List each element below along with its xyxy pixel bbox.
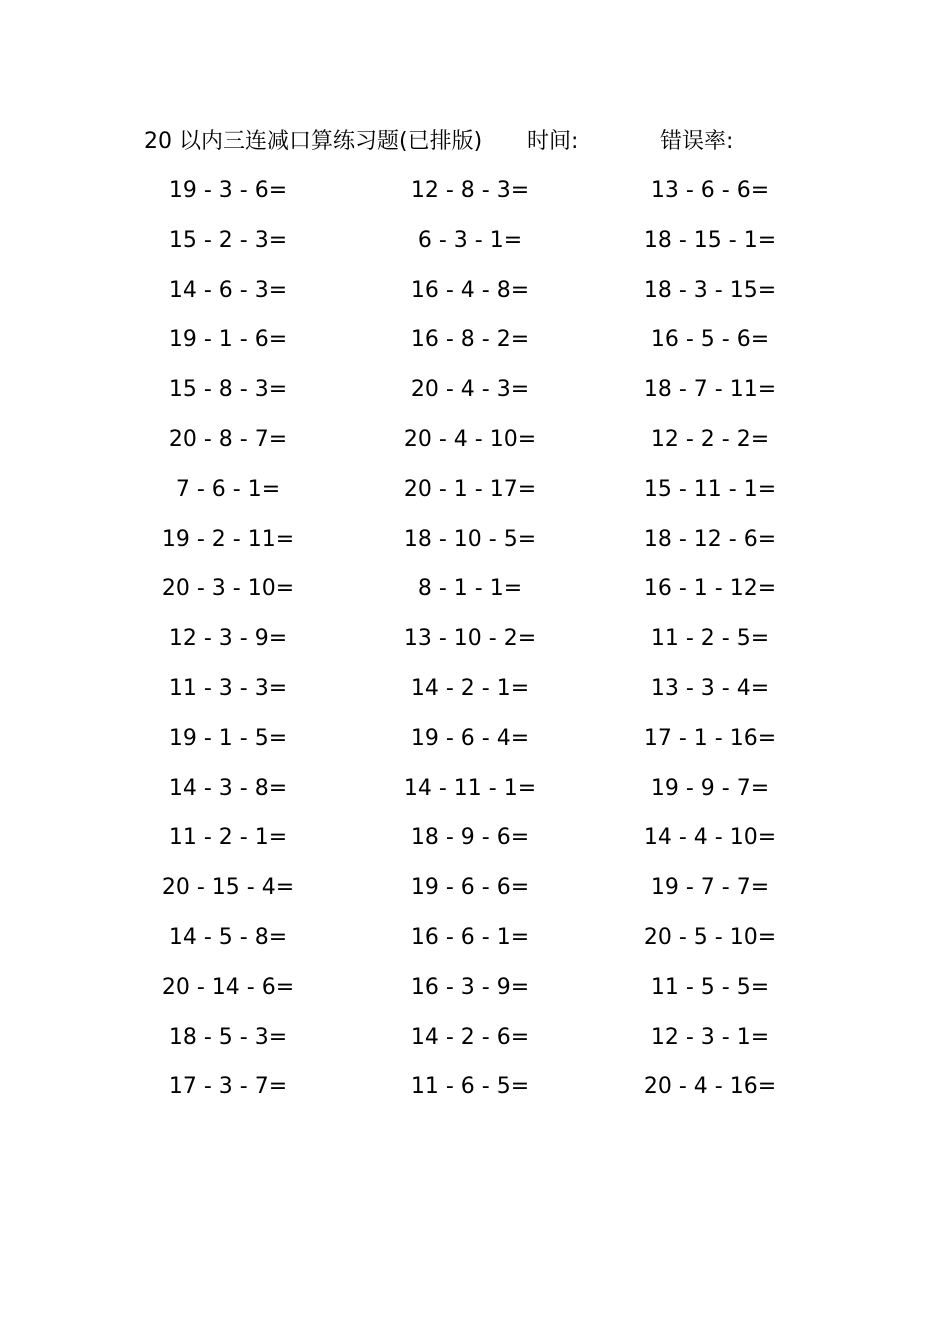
problem: 11 - 2 - 5=: [650, 626, 770, 652]
problem: 20 - 15 - 4=: [161, 875, 295, 901]
problem-grid: [0, 170, 950, 1116]
problem-row: [0, 967, 950, 1017]
problem: 18 - 10 - 5=: [403, 526, 537, 552]
problem: 7 - 6 - 1=: [175, 476, 281, 502]
problem: 15 - 2 - 3=: [168, 227, 288, 253]
problem: 20 - 1 - 17=: [403, 476, 537, 502]
problem: 6 - 3 - 1=: [417, 227, 523, 253]
problem: 20 - 4 - 3=: [410, 377, 530, 403]
problem: 14 - 3 - 8=: [168, 775, 288, 801]
problem: 14 - 11 - 1=: [403, 775, 537, 801]
problem: 14 - 2 - 6=: [410, 1024, 530, 1050]
problem: 19 - 9 - 7=: [650, 775, 770, 801]
problem: 14 - 4 - 10=: [643, 825, 777, 851]
problem: 12 - 3 - 9=: [168, 626, 288, 652]
problem: 12 - 2 - 2=: [650, 426, 770, 452]
problem: 11 - 6 - 5=: [410, 1074, 530, 1100]
error-rate-label: 错误率:: [660, 129, 734, 154]
problem: 18 - 5 - 3=: [168, 1024, 288, 1050]
problem-row: [0, 270, 950, 320]
problem-row: [0, 1066, 950, 1116]
problem-row: [0, 668, 950, 718]
problem: 19 - 1 - 5=: [168, 725, 288, 751]
problem: 12 - 3 - 1=: [650, 1024, 770, 1050]
problem: 20 - 3 - 10=: [161, 576, 295, 602]
problem: 13 - 10 - 2=: [403, 626, 537, 652]
problem: 18 - 7 - 11=: [643, 377, 777, 403]
problem: 16 - 8 - 2=: [410, 327, 530, 353]
problem-row: [0, 718, 950, 768]
problem: 16 - 6 - 1=: [410, 924, 530, 950]
problem: 20 - 8 - 7=: [168, 426, 288, 452]
problem: 11 - 2 - 1=: [168, 825, 288, 851]
problem-row: [0, 170, 950, 220]
problem: 20 - 4 - 10=: [403, 426, 537, 452]
problem-row: [0, 319, 950, 369]
problem: 19 - 6 - 6=: [410, 875, 530, 901]
problem: 19 - 3 - 6=: [168, 178, 288, 203]
problem-row: [0, 768, 950, 818]
problem-row: [0, 419, 950, 469]
problem-row: [0, 1017, 950, 1067]
problem: 17 - 3 - 7=: [168, 1074, 288, 1100]
problem-row: [0, 469, 950, 519]
problem: 13 - 3 - 4=: [650, 675, 770, 701]
problem: 18 - 15 - 1=: [643, 227, 777, 253]
problem: 20 - 5 - 10=: [643, 924, 777, 950]
problem-row: [0, 369, 950, 419]
problem: 20 - 4 - 16=: [643, 1074, 777, 1100]
problem-row: [0, 519, 950, 569]
problem: 19 - 2 - 11=: [161, 526, 295, 552]
problem: 14 - 6 - 3=: [168, 277, 288, 303]
problem: 16 - 3 - 9=: [410, 974, 530, 1000]
worksheet-title: 20 以内三连减口算练习题(已排版): [144, 129, 483, 154]
problem: 20 - 14 - 6=: [161, 974, 295, 1000]
problem: 19 - 7 - 7=: [650, 875, 770, 901]
problem-row: [0, 817, 950, 867]
problem: 15 - 11 - 1=: [643, 476, 777, 502]
problem: 19 - 6 - 4=: [410, 725, 530, 751]
problem: 18 - 12 - 6=: [643, 526, 777, 552]
time-label: 时间:: [527, 129, 579, 154]
problem: 13 - 6 - 6=: [650, 178, 770, 203]
problem: 15 - 8 - 3=: [168, 377, 288, 403]
problem: 18 - 9 - 6=: [410, 825, 530, 851]
problem-row: [0, 220, 950, 270]
problem: 11 - 3 - 3=: [168, 675, 288, 701]
problem-row: [0, 568, 950, 618]
problem: 14 - 5 - 8=: [168, 924, 288, 950]
problem: 18 - 3 - 15=: [643, 277, 777, 303]
problem: 14 - 2 - 1=: [410, 675, 530, 701]
worksheet-header: [0, 124, 950, 160]
problem: 8 - 1 - 1=: [417, 576, 523, 602]
problem: 16 - 5 - 6=: [650, 327, 770, 353]
problem: 12 - 8 - 3=: [410, 178, 530, 203]
problem-row: [0, 618, 950, 668]
problem: 17 - 1 - 16=: [643, 725, 777, 751]
problem: 11 - 5 - 5=: [650, 974, 770, 1000]
problem: 16 - 1 - 12=: [643, 576, 777, 602]
problem: 16 - 4 - 8=: [410, 277, 530, 303]
problem-row: [0, 867, 950, 917]
problem-row: [0, 917, 950, 967]
problem: 19 - 1 - 6=: [168, 327, 288, 353]
